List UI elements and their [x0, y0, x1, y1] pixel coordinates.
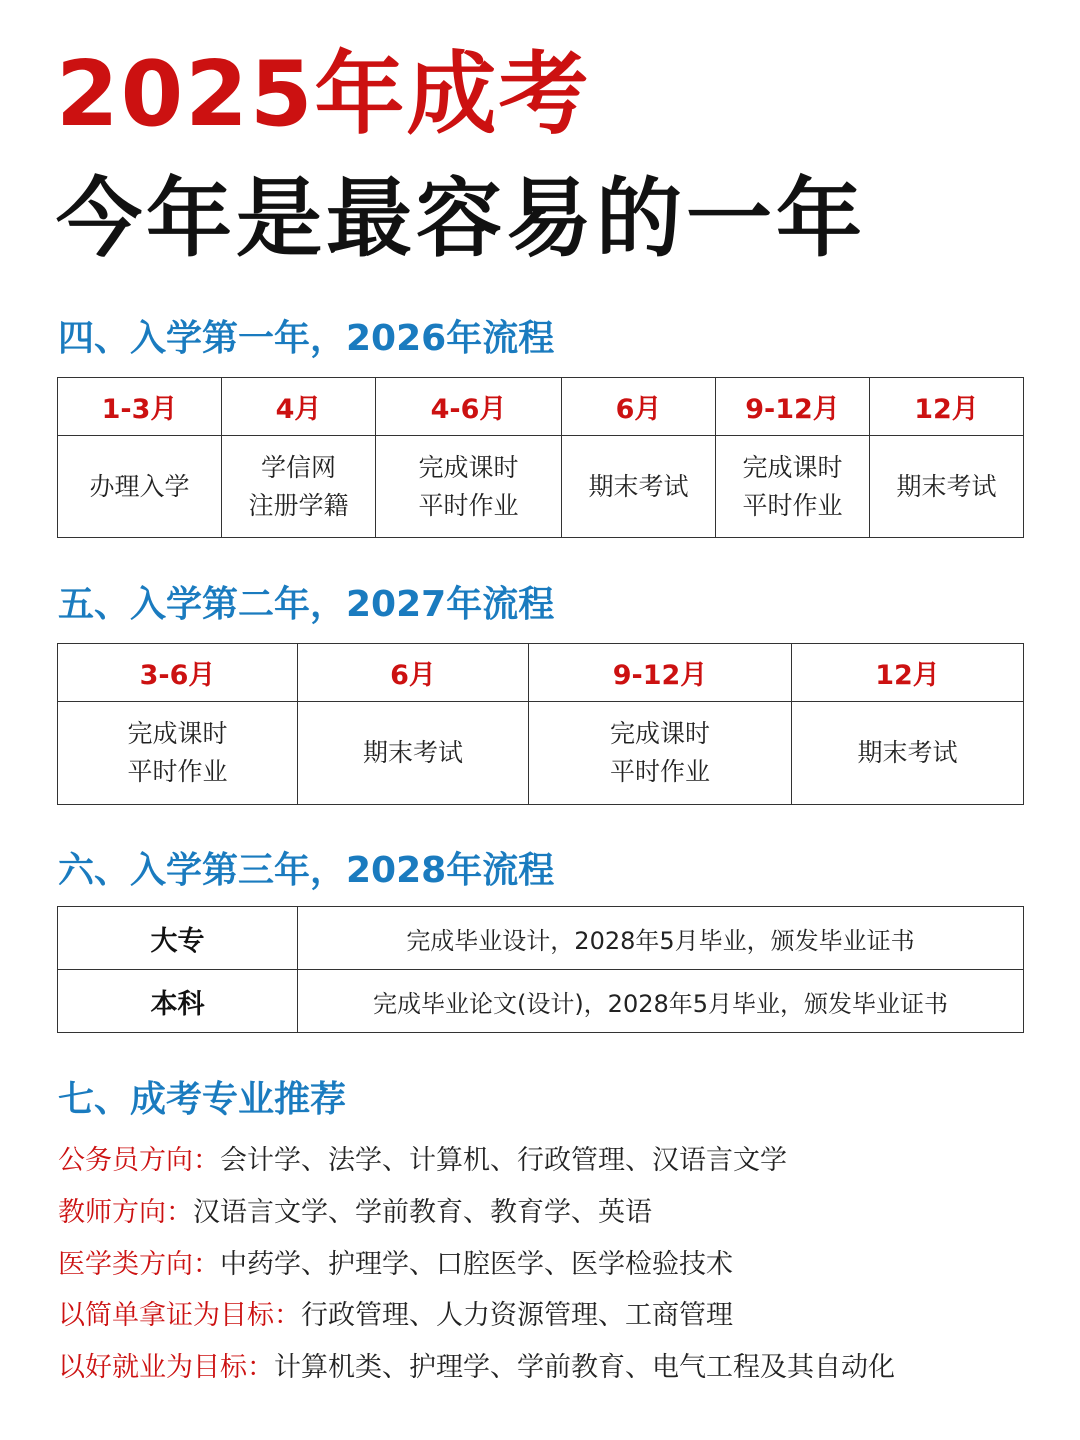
recommendation-label: 医学类方向：: [58, 1249, 220, 1280]
task-cell: [298, 702, 529, 805]
recommendation-text: 行政管理、人力资源管理、工商管理: [301, 1300, 733, 1331]
task-line: 期末考试: [857, 738, 958, 767]
month-cell: 12月: [870, 378, 1024, 436]
month-cell: 3-6月: [58, 644, 298, 702]
page-title: 2025年成考: [56, 42, 591, 147]
task-cell: [562, 436, 716, 538]
task-cell: [529, 702, 792, 805]
task-line: 平时作业: [742, 490, 843, 520]
list-item: [58, 1141, 787, 1181]
task-line: 注册学籍: [248, 490, 349, 520]
table-year2: [57, 643, 1024, 805]
task-line: 完成课时: [609, 719, 710, 748]
task-line: 平时作业: [418, 490, 519, 520]
table-year3: [57, 906, 1024, 1033]
recommendation-text: 汉语言文学、学前教育、教育学、英语: [193, 1197, 652, 1228]
task-line: 期末考试: [896, 471, 997, 501]
recommendation-label: 以简单拿证为目标：: [58, 1300, 301, 1331]
section-heading-year2: 五、入学第二年，2027年流程: [58, 584, 555, 625]
table-row: [58, 970, 1024, 1033]
task-cell: [58, 702, 298, 805]
task-cell: [376, 436, 562, 538]
list-item: [58, 1348, 895, 1388]
list-item: [58, 1193, 652, 1233]
table-header-row: [58, 644, 1024, 702]
task-line: 期末考试: [362, 738, 463, 767]
task-line: 完成课时: [742, 452, 843, 482]
task-line: 平时作业: [609, 757, 710, 786]
degree-description: 完成毕业设计，2028年5月毕业，颁发毕业证书: [298, 907, 1024, 970]
list-item: [58, 1296, 733, 1336]
month-cell: 6月: [562, 378, 716, 436]
task-cell: [716, 436, 870, 538]
recommendation-label: 以好就业为目标：: [58, 1352, 274, 1383]
task-line: 期末考试: [588, 471, 689, 501]
task-line: 完成课时: [127, 719, 228, 748]
table-task-row: [58, 436, 1024, 538]
degree-label: 本科: [58, 970, 298, 1033]
month-cell: 4月: [222, 378, 376, 436]
table-year1: [57, 377, 1024, 538]
task-line: 办理入学: [89, 471, 190, 501]
table-task-row: [58, 702, 1024, 805]
task-line: 平时作业: [127, 757, 228, 786]
task-cell: [58, 436, 222, 538]
degree-description: 完成毕业论文(设计)，2028年5月毕业，颁发毕业证书: [298, 970, 1024, 1033]
month-cell: 1-3月: [58, 378, 222, 436]
recommendation-label: 公务员方向：: [58, 1145, 220, 1176]
recommendation-text: 计算机类、护理学、学前教育、电气工程及其自动化: [274, 1352, 895, 1383]
section-heading-year1: 四、入学第一年，2026年流程: [58, 318, 555, 359]
recommendation-text: 会计学、法学、计算机、行政管理、汉语言文学: [220, 1145, 787, 1176]
month-cell: 4-6月: [376, 378, 562, 436]
month-cell: 9-12月: [716, 378, 870, 436]
task-line: 完成课时: [418, 452, 519, 482]
degree-label: 大专: [58, 907, 298, 970]
task-line: 学信网: [260, 452, 336, 482]
table-header-row: [58, 378, 1024, 436]
task-cell: [792, 702, 1024, 805]
month-cell: 6月: [298, 644, 529, 702]
table-row: [58, 907, 1024, 970]
recommendation-label: 教师方向：: [58, 1197, 193, 1228]
task-cell: [222, 436, 376, 538]
task-cell: [870, 436, 1024, 538]
page-subtitle: 今年是最容易的一年: [56, 169, 866, 269]
section-heading-year3: 六、入学第三年，2028年流程: [58, 850, 555, 891]
month-cell: 9-12月: [529, 644, 792, 702]
month-cell: 12月: [792, 644, 1024, 702]
list-item: [58, 1245, 733, 1285]
recommendation-text: 中药学、护理学、口腔医学、医学检验技术: [220, 1249, 733, 1280]
section-heading-majors: 七、成考专业推荐: [58, 1079, 347, 1120]
